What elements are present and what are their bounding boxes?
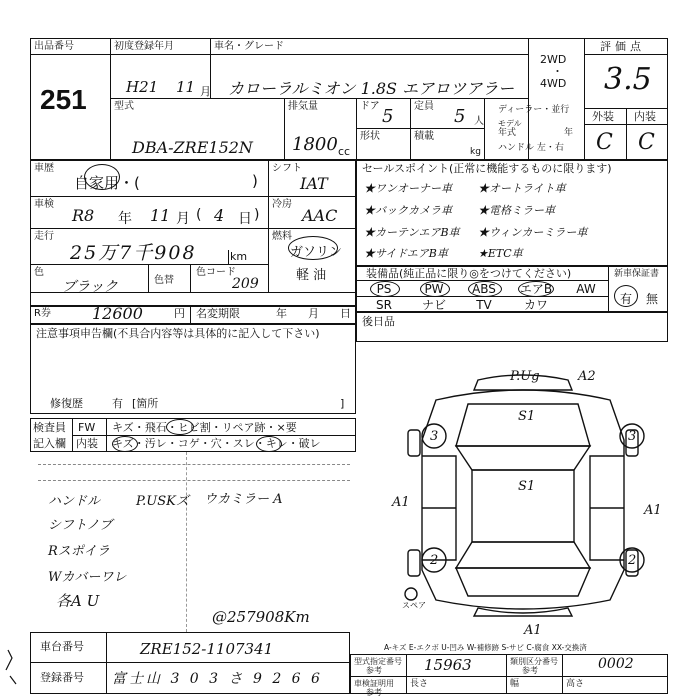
length-label: 長さ	[410, 679, 429, 689]
ac-value: AAC	[302, 206, 338, 225]
diagram-label: A1	[524, 623, 542, 638]
divider	[506, 654, 507, 694]
divider	[30, 196, 356, 197]
warranty-circle	[614, 285, 638, 307]
sales-point-item: ★ウィンカーミラー車	[478, 226, 588, 239]
interior-label: 内装	[634, 110, 656, 123]
ac-label: 冷房	[272, 199, 292, 210]
divider	[584, 54, 668, 55]
shaken-label: 車検	[34, 199, 54, 210]
equip-ps: PS	[376, 282, 392, 296]
color-code: 209	[232, 276, 259, 292]
car-damage-diagram	[378, 360, 668, 638]
handwritten-note: ハンドル	[48, 494, 101, 509]
r-ticket: 12600	[92, 304, 143, 323]
inspector-mark	[166, 419, 194, 435]
history-label: 車歴	[34, 163, 54, 174]
rating-value: 3.5	[604, 62, 652, 97]
equipment-title: 装備品(純正品に限り◎をつけてください)	[366, 267, 572, 280]
close-paren: )	[254, 207, 260, 223]
exterior-grade: C	[596, 130, 613, 155]
equip-airbag: エアB	[519, 282, 553, 296]
divider	[148, 264, 149, 292]
first-reg-era: H21	[126, 78, 159, 96]
caution-label: 注意事項申告欄(不具合内容等は具体的に記入して下さい)	[36, 327, 320, 340]
sales-point-item: ★バックカメラ車	[364, 204, 452, 217]
diagram-label: スペア	[402, 601, 426, 610]
fuel-gasoline: ガソリン	[290, 245, 343, 260]
divider	[584, 38, 585, 160]
handwritten-note: P.USKズ	[136, 494, 189, 509]
rear-items-label: 後日品	[362, 315, 395, 328]
repair-place: [箇所	[132, 397, 159, 410]
color-label: 色	[34, 267, 44, 278]
repair-yes: 有	[112, 397, 123, 410]
drive-4wd: 4WD	[540, 77, 567, 90]
reference-label: 参考	[366, 688, 382, 697]
divider	[410, 98, 411, 160]
model-year-label: モデル	[498, 119, 522, 128]
height-label: 高さ	[566, 679, 585, 689]
drive-dot: ・	[552, 65, 563, 78]
note-line	[38, 464, 350, 465]
divider	[268, 160, 269, 292]
divider	[284, 98, 285, 160]
divider	[528, 38, 529, 160]
divider	[110, 54, 528, 55]
divider	[562, 654, 563, 694]
load-label: 積載	[414, 131, 434, 142]
sales-point-item: ★ETC車	[478, 247, 523, 260]
equip-abs-circle	[468, 281, 502, 297]
drive-2wd: 2WD	[540, 53, 567, 66]
class-label: 類別区分番号	[510, 657, 558, 666]
divider	[356, 128, 484, 129]
r-ticket-box	[30, 306, 356, 324]
divider	[406, 654, 407, 694]
day-unit: 日	[238, 211, 252, 227]
divider	[110, 98, 528, 99]
divider	[350, 676, 668, 677]
capacity-label: 定員	[414, 101, 434, 112]
first-reg-label: 初度登録年月	[114, 41, 174, 52]
displacement-label: 排気量	[288, 101, 318, 112]
plate-value: 富士山 3 0 3 さ 9 2 6 6	[112, 671, 323, 687]
divider	[484, 98, 485, 160]
sales-point-item: ★ワンオーナー車	[364, 182, 452, 195]
doors-label: ドア	[360, 101, 380, 112]
diagram-label: 2	[430, 553, 439, 568]
divider	[106, 632, 107, 694]
diagram-label: P.Ug	[510, 369, 540, 384]
yen-unit: 円	[174, 307, 185, 320]
sales-points-title: セールスポイント(正常に機能するものに限ります)	[362, 162, 612, 175]
history-value: 自家用・(	[74, 174, 140, 192]
warranty-label: 新車保証書	[614, 269, 660, 279]
shaken-era: R8	[72, 206, 95, 225]
fuel-diesel: 軽 油	[296, 268, 327, 283]
r-ticket-label: R券	[34, 308, 51, 319]
exterior-label: 外装	[592, 110, 614, 123]
equip-aw: AW	[576, 282, 596, 296]
handwritten-note: シフトノブ	[48, 518, 113, 533]
model-code: DBA-ZRE152N	[132, 138, 253, 157]
inner-label: 内装	[76, 437, 98, 450]
handwritten-note: Wカバーワレ	[48, 570, 127, 585]
cc-unit: cc	[338, 145, 351, 158]
equip-sr: SR	[376, 298, 392, 312]
equip-pw: PW	[424, 282, 444, 296]
inspector-label: 記入欄	[33, 437, 66, 450]
shift-label: シフト	[272, 163, 302, 174]
fuel-label: 燃料	[272, 231, 292, 242]
rear-items-box	[356, 312, 668, 342]
mileage-note: @257908Km	[212, 608, 310, 626]
note-line	[38, 480, 350, 481]
displacement: 1800	[292, 134, 338, 155]
divider	[608, 266, 609, 312]
fw-label: FW	[78, 421, 96, 434]
divider	[356, 98, 357, 160]
shift-value: IAT	[300, 174, 328, 193]
type-spec-value: 15963	[424, 656, 472, 674]
plate-label: 登録番号	[40, 671, 84, 684]
diagram-label: A1	[392, 495, 410, 510]
interior-grade: C	[638, 130, 655, 155]
divider	[30, 54, 110, 55]
equip-tv: TV	[476, 298, 492, 312]
month-unit: 月	[200, 85, 211, 98]
reference-label: 参考	[522, 666, 538, 675]
damage-legend: A-キズ E-エクボ U-凹み W-補修跡 S-サビ C-腐食 XX-交換済	[384, 643, 587, 652]
equip-ps-circle	[370, 281, 400, 297]
car-name-label: 車名・グレード	[214, 41, 284, 52]
shape-label: 形状	[360, 131, 380, 142]
kg-unit: kg	[470, 147, 481, 157]
color-code-label: 色コード	[196, 267, 236, 278]
equip-leather: カワ	[523, 298, 548, 312]
mileage-label: 走行	[34, 231, 54, 242]
person-unit: 人	[474, 116, 484, 127]
shaken-day: 4	[214, 206, 225, 225]
divider	[186, 452, 187, 632]
rename-month: 月	[308, 307, 319, 320]
handwritten-note: ウカミラー A	[204, 492, 283, 507]
lot-label: 出品番号	[34, 41, 74, 52]
equip-navi: ナビ	[421, 298, 446, 312]
divider	[228, 250, 229, 264]
diagram-label: A2	[578, 369, 596, 384]
year-unit: 年	[564, 128, 574, 138]
diagram-label: S1	[518, 409, 536, 424]
diagram-label: 3	[628, 429, 637, 444]
sales-point-item: ★オートライト車	[478, 182, 566, 195]
first-reg-month: 11	[176, 78, 196, 96]
capacity: 5	[454, 106, 466, 127]
history-close: )	[252, 172, 258, 190]
rating-label: 評価点	[600, 40, 645, 53]
shaken-month: 11	[150, 206, 171, 225]
divider	[30, 228, 356, 229]
inspector-mark	[112, 436, 138, 452]
mileage: 25万7千908	[70, 242, 197, 264]
pen-mark	[2, 630, 26, 690]
divider	[110, 38, 111, 160]
km-unit: km	[230, 250, 248, 263]
warranty-yes: 有	[620, 292, 633, 306]
diagram-label: 2	[628, 553, 637, 568]
header-box	[30, 38, 668, 160]
diagram-label: A1	[644, 503, 662, 518]
width-label: 幅	[510, 679, 520, 689]
chassis-label: 車台番号	[40, 640, 84, 653]
divider	[30, 662, 350, 663]
rename-label: 名変期限	[196, 307, 240, 320]
inspector-row2: キズ・汚レ・コゲ・穴・スレ・キレ・破レ	[112, 437, 321, 450]
reference-label: 参考	[366, 666, 382, 675]
sales-point-item: ★カーテンエアB車	[364, 226, 460, 239]
warranty-no: 無	[646, 292, 659, 306]
sales-point-item: ★電格ミラー車	[478, 204, 555, 217]
handle-label: ハンドル 左・右	[498, 143, 564, 153]
year-unit: 年	[118, 211, 132, 227]
repair-label: 修復歴	[50, 397, 83, 410]
equip-airbag-circle	[518, 281, 554, 297]
color-change-label: 色替	[154, 275, 174, 286]
divider	[626, 108, 627, 160]
equip-pw-circle	[420, 281, 450, 297]
car-name: カローラルミオン 1.8S エアロツアラー	[228, 79, 515, 98]
inspector-label: 検査員	[33, 421, 66, 434]
rename-year: 年	[276, 307, 287, 320]
handwritten-note: Rスポイラ	[48, 544, 110, 559]
diagram-label: S1	[518, 479, 536, 494]
dealer-label: ディーラー・並行	[498, 105, 570, 115]
class-value: 0002	[598, 656, 634, 672]
cert-label: 車検証明用	[354, 679, 394, 688]
type-spec-label: 型式指定番号	[354, 657, 402, 666]
doors: 5	[382, 106, 394, 127]
lot-number: 251	[40, 84, 87, 115]
color-value: ブラック	[62, 279, 118, 295]
diagram-label: 3	[430, 429, 439, 444]
repair-close: ]	[340, 397, 345, 410]
month-unit: 月	[176, 211, 190, 227]
inspector-mark	[256, 436, 282, 452]
year-label: 年式	[498, 128, 517, 138]
sales-point-item: ★サイドエアB車	[364, 247, 448, 260]
open-paren: (	[196, 207, 202, 223]
chassis-number: ZRE152-1107341	[140, 640, 274, 658]
divider	[190, 264, 191, 292]
divider	[72, 435, 356, 436]
equip-abs: ABS	[472, 282, 496, 296]
inspector-row1: キズ・飛石・ヒビ割・リペア跡・×要	[112, 421, 297, 434]
handwritten-note: 各A U	[56, 592, 100, 610]
rename-day: 日	[340, 307, 351, 320]
model-label: 型式	[114, 101, 134, 112]
